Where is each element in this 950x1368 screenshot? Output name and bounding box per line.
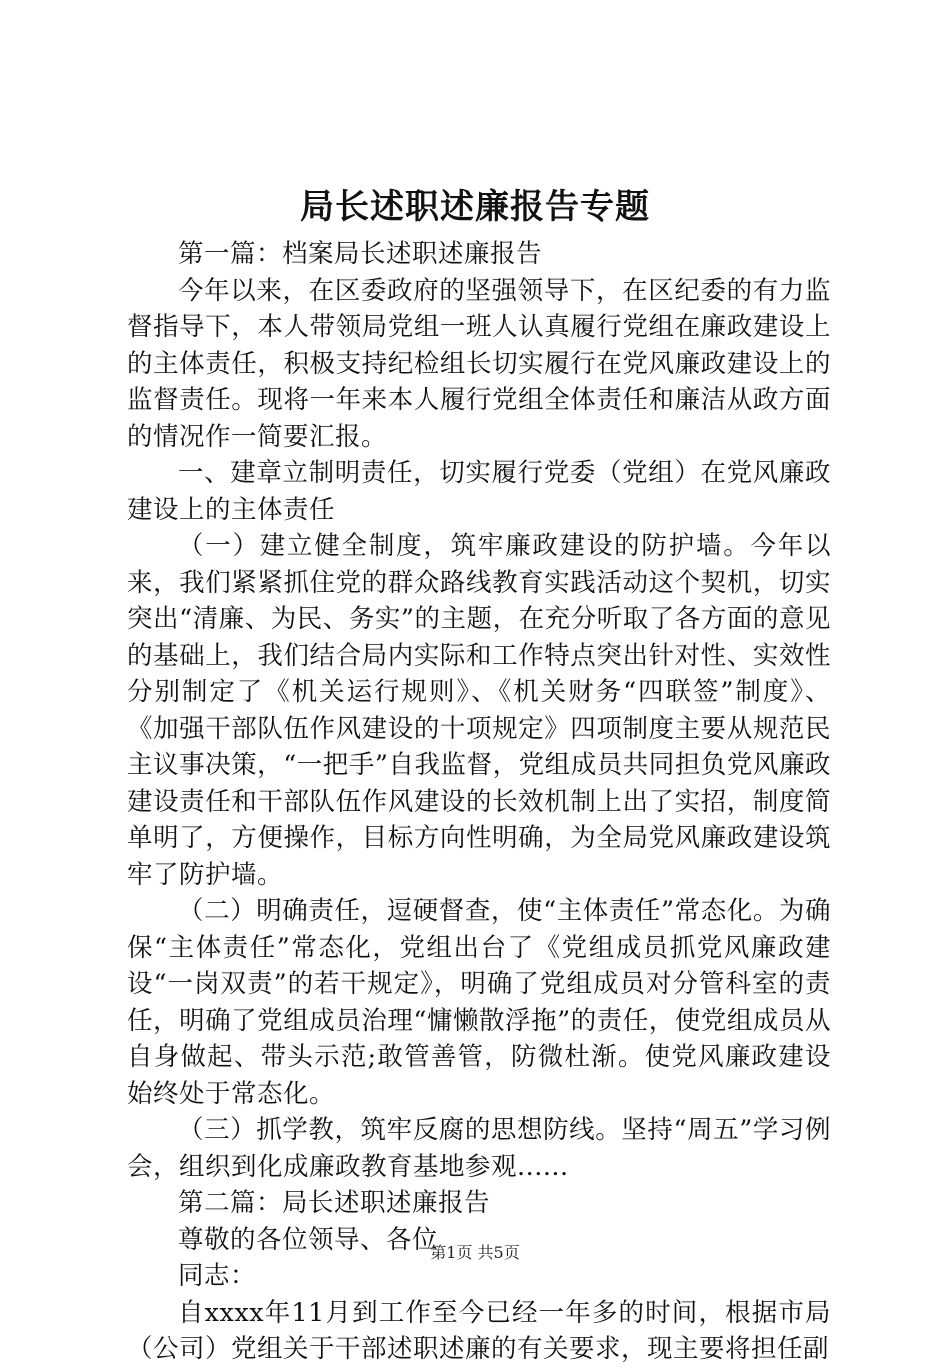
paragraph: 尊敬的各位领导、各位: [178, 1224, 439, 1255]
document-body: [127, 236, 831, 1368]
paragraph: 一、建章立制明责任，切实履行党委（党组）在党风廉政建设上的主体责任: [127, 458, 831, 525]
paragraph: 今年以来，在区委政府的坚强领导下，在区纪委的有力监督指导下，本人带领局党组一班人认真履行党组在廉政建设上的主体责任，积极支持纪检组长切实履行在党风廉政建设上的监督责任。现将一年来本人履行党组全体责任和廉洁从政方面的情况作一简要汇报。: [127, 275, 831, 452]
paragraph: （一）建立健全制度，筑牢廉政建设的防护墙。今年以来，我们紧紧抓住党的群众路线教育实践活动这个契机，切实突出“清廉、为民、务实”的主题，在充分听取了各方面的意见的基础上，我们结合局内实际和工作特点突出针对性、实效性分别制定了《机关运行规则》、《机关财务“四联签”制度》、《加强干部队伍作风建设的十项规定》四项制度主要从规范民主议事决策，“一把手”自我监督，党组成员共同担负党风廉政建设责任和干部队伍作风建设的长效机制上出了实招，制度简单明了，方便操作，目标方向性明确，为全局党风廉政建设筑牢了防护墙。: [127, 531, 831, 890]
section-heading-2: 第二篇：局长述职述廉报告: [178, 1188, 491, 1218]
page-footer: 第1页 共5页: [430, 1243, 520, 1262]
document-title: 局长述职述廉报告专题: [300, 187, 650, 227]
paragraph: （三）抓学教，筑牢反腐的思想防线。坚持“周五”学习例会，组织到化成廉政教育基地参观......: [127, 1115, 831, 1182]
paragraph: （二）明确责任，逗硬督查，使“主体责任”常态化。为确保“主体责任”常态化，党组出台了《党组成员抓党风廉政建设“一岗双责”的若干规定》，明确了党组成员对分管科室的责任，明确了党组成员治理“慵懒散浮拖”的责任，使党组成员从自身做起、带头示范;敢管善管，防微杜渐。使党风廉政建设始终处于常态化。: [127, 896, 831, 1109]
paragraph: 同志：: [178, 1261, 257, 1291]
paragraph: 自xxxx年11月到工作至今已经一年多的时间，根据市局（公司）党组关于干部述职述廉的有关要求，现主要将担任副: [127, 1297, 831, 1364]
section-heading-1: 第一篇：档案局长述职述廉报告: [178, 239, 543, 269]
